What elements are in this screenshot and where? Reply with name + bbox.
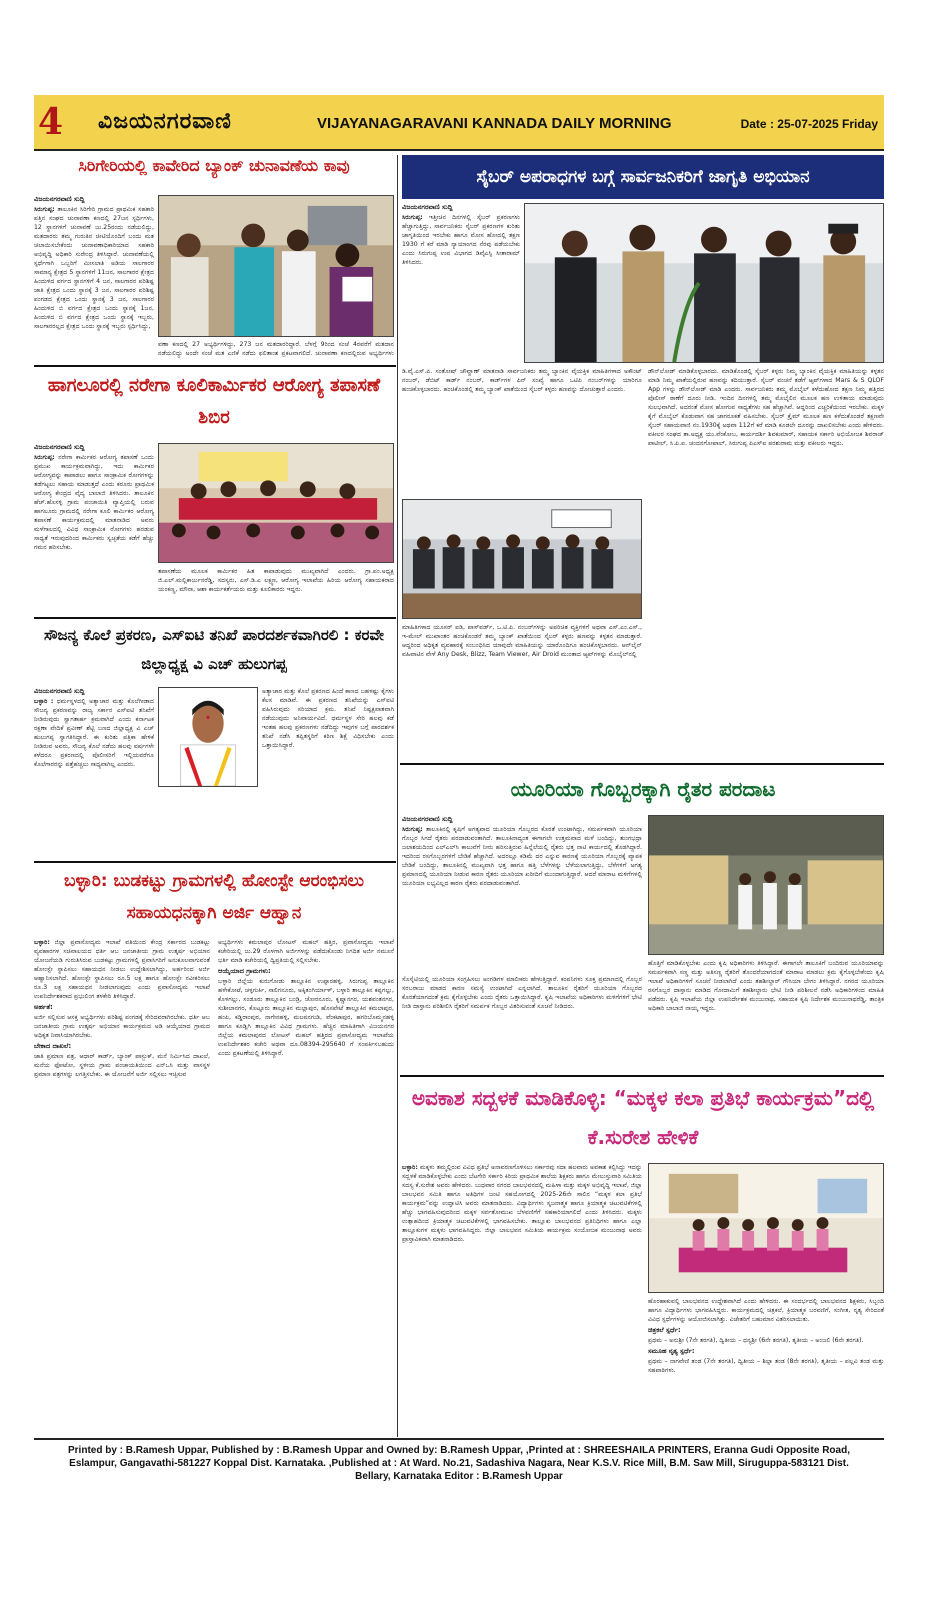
byline: ವಿಜಯನಗರವಾಣಿ ಸುದ್ದಿ: [34, 195, 85, 203]
article-homestay-col2: [218, 938, 394, 1434]
byline: ವಿಜಯನಗರವಾಣಿ ಸುದ್ದಿ: [34, 687, 85, 695]
article-text: ಪ್ರಥಮ – ನಾಗವೇಣಿ ತಂಡ (7ನೇ ತರಗತಿ), ದ್ವಿತೀಯ – ಶಿಲ್ಪಾ ತಂಡ (8ನೇ ತರಗತಿ), ತೃತೀಯ – ಪಲ್ಲವಿ ತಂಡ ಮತ್ತು ಸಹಪಾಠಿಗಳು.: [648, 1358, 884, 1374]
article-cyber-col1-bottom: [402, 623, 642, 759]
imprint-line: Eslampur, Gangavathi-581227 Koppal Dist. Karnataka. ,Published at : At Ward. No.21, Sadashiva Nagara, Near K.S.V. Rice Mill, B.M. Saw Mill, Siruguppa-583121 Dist.: [69, 1458, 849, 1469]
article-bank-election-col1: [34, 195, 154, 357]
dateline: ಸಿರುಗುಪ್ಪ:: [402, 214, 423, 221]
headline-kala-pratibhe: ಅವಕಾಶ ಸದ್ಬಳಕೆ ಮಾಡಿಕೊಳ್ಳಿ: “ಮಕ್ಕಳ ಕಲಾ ಪ್ರತಿಭೆ ಕಾರ್ಯಕ್ರಮ”ದಲ್ಲಿ ಕೆ.ಸುರೇಶ ಹೇಳಿಕೆ: [411, 1086, 875, 1149]
imprint-footer: [34, 1438, 884, 1490]
article-text: ಅಭ್ಯರ್ಥಿಗಳು ಕಮಲಾಪುರ ಲೋಟಸ್ ಮಹಲ್ ಹತ್ತಿರ, ಪ್ರವಾಸೋದ್ಯಮ ಇಲಾಖೆ ಕಚೇರಿಯಲ್ಲಿ ಜು.29 ರೊಳಗಾಗಿ ಅರ್ಜಿಗಳನ್ನು ಪಡೆದುಕೊಂಡು ನಿಗದಿತ ಅರ್ಜಿ ನಮೂನೆ ಭರ್ತಿ ಮಾಡಿ ಕಚೇರಿಯಲ್ಲಿ ದ್ವಿಪ್ರತಿಯಲ್ಲಿ ಸಲ್ಲಿಸಬೇಕು.: [218, 939, 394, 964]
section-rule: [34, 861, 396, 863]
column-divider: [397, 155, 398, 1437]
article-text: ಜಿಲ್ಲಾ ಪ್ರವಾಸೋದ್ಯಮ ಇಲಾಖೆ ವತಿಯಿಂದ ಕೇಂದ್ರ ಸರ್ಕಾರದ ಬುಡಕಟ್ಟು ವ್ಯವಹಾರಗಳ ಸಚಿವಾಲಯದ ಧರ್ತಿ ಆಬ ಜನಜಾತೀಯ ಗ್ರಾಮ ಉತ್ಕರ್ಷ ಅಭಿಯಾನ ಯೋಜನೆಯಡಿ ಗುರುತಿಸಿರುವ ಬುಡಕಟ್ಟು ಗ್ರಾಮಗಳಲ್ಲಿ ಪ್ರವಾಸಿಗರಿಗೆ ಅನುಕೂಲವಾಗುವಂತೆ ಹೋಂಸ್ಟೇ ಸ್ಥಾಪಿಸಲು ಸಹಾಯಧನ ನೀಡಲು ಉದ್ದೇಶಿಸಲಾಗಿದ್ದು, ಅರ್ಹರಿಂದ ಅರ್ಜಿ ಆಹ್ವಾನಿಸಲಾಗಿದೆ. ಹೋಂಸ್ಟೇ ಸ್ಥಾಪಿಸಲು ರೂ.5 ಲಕ್ಷ ಹಾಗೂ ಹೋಂಸ್ಟೇ ನವೀಕರಿಸಲು ರೂ.3 ಲಕ್ಷ ಸಹಾಯಧನ ನೀಡಲಾಗುವುದು ಎಂದು ಪ್ರವಾಸೋದ್ಯಮ ಇಲಾಖೆ ಉಪನಿರ್ದೇಶಕರಾದ ಪ್ರಭುಲಿಂಗ ತಳಕೇರಿ ತಿಳಿಸಿದ್ದಾರೆ.: [34, 939, 210, 1000]
article-text: ಧರ್ಮಸ್ಥಳದಲ್ಲಿ ಅತ್ಯಾಚಾರ ಮತ್ತು ಕೊಲೆಗೀಡಾದ ಸೌಜನ್ಯ ಪ್ರಕರಣವನ್ನು ರಾಜ್ಯ ಸರ್ಕಾರ ಎಸ್ಐಟಿ ತನಿಖೆಗೆ ನೀಡಿರುವುದು ಸ್ವಾಗತಾರ್ಹ ಕ್ರಮವಾಗಿದೆ ಎಂದು ಕರ್ನಾಟಕ ರಕ್ಷಣಾ ವೇದಿಕೆ ಪ್ರವೀಣ್ ಶೆಟ್ಟಿ ಬಣದ ಜಿಲ್ಲಾಧ್ಯಕ್ಷ ವಿ ಎಚ್ ಹುಲುಗಪ್ಪ ಸ್ವಾಗತಿಸಿದ್ದಾರೆ. ಈ ಕುರಿತು ಪತ್ರಿಕಾ ಹೇಳಿಕೆ ನೀಡಿರುವ ಅವರು, ಸೌಜನ್ಯ ಕೊಲೆ ನಡೆದು ಹಲವು ವರ್ಷಗಳೇ ಕಳೆದರೂ ಪ್ರಕರಣದಲ್ಲಿ ಪೊಲೀಸರಿಗೆ ಇಲ್ಲಿಯವರೆಗೂ ಕೊಲೆಗಾರರನ್ನು ಪತ್ತೆಹಚ್ಚಲು ಸಾಧ್ಯವಾಗಿಲ್ಲ ಎಂದರು.: [34, 698, 154, 768]
article-text: ಜಾತಿ ಪ್ರಮಾಣ ಪತ್ರ, ಆಧಾರ್ ಕಾರ್ಡ್, ಬ್ಯಾಂಕ್ ಪಾಸ್ಬುಕ್, ಮನೆ ನಿರ್ಮಿಸಿದ ದಾಖಲೆ, ಮನೆಯ ಫೋಟೋ, ಸ್ಥಳೀಯ ಗ್ರಾಮ ಪಂಚಾಯತಿಯಿಂದ ಎನ್ಒಸಿ ಮತ್ತು ವಾಸಸ್ಥಳ ಪ್ರಮಾಣ ಪತ್ರಗಳನ್ನು ಲಗತ್ತಿಸಬೇಕು. ಈ ಯೋಜನೆಗೆ ಅರ್ಜಿ ಸಲ್ಲಿಸಲು ಇಚ್ಛಿಸುವ: [34, 1053, 210, 1078]
dateline: ಸಿರುಗುಪ್ಪ:: [34, 454, 55, 461]
article-cyber-col1-mid: [402, 367, 642, 495]
photo-narega-health-camp: [158, 443, 394, 563]
subhead: ಸಮೂಹ ನೃತ್ಯ ಸ್ಪರ್ಧೆ:: [648, 1347, 695, 1355]
article-text: ನರೇಗಾ ಕಾರ್ಮಿಕರ ಆರೋಗ್ಯ ತಪಾಸಣೆ ಒಂದು ಪ್ರಮುಖ ಕಾರ್ಯಕ್ರಮವಾಗಿದ್ದು, ಇದು ಕಾರ್ಮಿಕರ ಆರೋಗ್ಯವನ್ನು ಕಾಪಾಡಲು ಹಾಗೂ ಸಾಂಕ್ರಾಮಿಕ ರೋಗಗಳನ್ನು ತಡೆಗಟ್ಟಲು ಸಹಾಯ ಮಾಡುತ್ತದೆ ಎಂದು ಕರೂರು ಪ್ರಾಥಮಿಕ ಆರೋಗ್ಯ ಕೇಂದ್ರದ ವೈದ್ಯ ಬಾಲಾಜಿ ತಿಳಿಸಿದರು. ತಾಲೂಕಿನ ಹೆಚ್.ಹೊಸಳ್ಳಿ ಗ್ರಾಮ ಪಂಚಾಯಿತಿ ವ್ಯಾಪ್ತಿಯಲ್ಲಿ ಬರುವ ಹಾಗಲೂರು ಗ್ರಾಮದಲ್ಲಿ ನರೇಗಾ ಕೂಲಿ ಕಾರ್ಮಿಕರ ಆರೋಗ್ಯ ತಪಾಸಣೆ ಕಾರ್ಯಕ್ರಮದಲ್ಲಿ ಮಾತನಾಡಿದ ಅವರು ಮಳೆಗಾಲದಲ್ಲಿ ವಿವಿಧ ಸಾಂಕ್ರಾಮಿಕ ರೋಗಗಳು ಹರಡುವ ಸಾಧ್ಯತೆ ಇರುವುದರಿಂದ ಕಾರ್ಮಿಕರು ಸ್ವಚ್ಛತೆಯ ಕಡೆಗೆ ಹೆಚ್ಚು ಗಮನ ಹರಿಸಬೇಕು.: [34, 454, 154, 551]
article-text: ಮಾಹಿತಿಗಳಾದ ಯೂಸರ್ ಐಡಿ, ಪಾಸ್‌ವರ್ಡ್, ಒ.ಟಿ.ಪಿ. ನಂಬರ್‌ಗಳನ್ನು ಅಪರಿಚಿತ ವ್ಯಕ್ತಿಗಳಿಗೆ ಅಥವಾ ಎಸ್.ಎಂ.ಎಸ್., ಇ-ಮೇಲ್ ಮುಖಾಂತರ ಹಂಚಿಕೊಂಡರೆ ತಮ್ಮ ಬ್ಯಾಂಕ್ ಖಾತೆಯಿಂದ ಸೈಬರ್ ಕಳ್ಳರು ಹಣವನ್ನು ಕಳ್ಳತನ ಮಾಡುತ್ತಾರೆ. ಆದ್ದರಿಂದ ಅಧಿಕೃತ ವ್ಯವಹಾರಕ್ಕೆ ಸಂಬಂಧಿಸಿದ ಯಾವುದೇ ಮಾಹಿತಿಯನ್ನು ಯಾರೊಂದಿಗೂ ಹಂಚಿಕೊಳ್ಳಬಾರದು. ಆನ್‌ಲೈನ್ ವಹಿವಾಟಿನ ವೇಳೆ Any Desk, Blizz, Team Viewer, Air Droid ಮುಂತಾದ ಆ್ಯಪ್‌ಗಳನ್ನು ಮೊಬೈಲ್‌ನಲ್ಲಿ: [402, 624, 642, 658]
byline: ವಿಜಯನಗರವಾಣಿ ಸುದ್ದಿ: [34, 443, 85, 451]
masthead-title-english: VIJAYANAGARAVANI KANNADA DAILY MORNING: [317, 115, 672, 132]
article-text: ಸೊಸೈಟಿಯಲ್ಲಿ ಯೂರಿಯಾ ಸಂಗ್ರಹಿಸಲು ಅಂಗಡಿಗಳ ಮಾಲೀಕರು ಹೇಳುತ್ತಿದ್ದಾರೆ. ಕಂಪನಿಗಳು ಸೂಕ್ತ ಪ್ರಮಾಣದಲ್ಲಿ ಗೊಬ್ಬರ ಸರಬರಾಜು ಮಾಡದ ಕಾರಣ ಸಮಸ್ಯೆ ಉಂಟಾಗಿದೆ ಎನ್ನಲಾಗಿದೆ. ತಾಲೂಕಿನ ರೈತರಿಗೆ ಯೂರಿಯಾ ಗೊಬ್ಬರದ ಕೊರತೆಯಾಗದಂತೆ ಕ್ರಮ ಕೈಗೊಳ್ಳಬೇಕು ಎಂದು ರೈತರು ಒತ್ತಾಯಿಸಿದ್ದಾರೆ. ಕೃಷಿ ಇಲಾಖೆಯ ಅಧಿಕಾರಿಗಳು ಮಳಿಗೆಗಳಿಗೆ ಭೇಟಿ ನೀಡಿ ದಾಸ್ತಾನು ಪರಿಶೀಲಿಸಿ ರೈತರಿಗೆ ಸಮರ್ಪಕ ಗೊಬ್ಬರ ವಿತರಿಸುವಂತೆ ಸೂಚನೆ ನೀಡಿದರು.: [402, 976, 642, 1010]
section-rule: [400, 1075, 884, 1077]
newspaper-page: [34, 95, 884, 1490]
article-text: ಹೊತ್ತಿಗೆ ಮಾಡಿಕೊಳ್ಳಬೇಕು ಎಂದು ಕೃಷಿ ಅಧಿಕಾರಿಗಳು ತಿಳಿಸಿದ್ದಾರೆ. ಈಗಾಗಲೇ ತಾಲೂಕಿಗೆ ಬಂದಿರುವ ಯೂರಿಯಾವನ್ನು ಸಮರ್ಪಕವಾಗಿ ಸಣ್ಣ ಮತ್ತು ಅತಿಸಣ್ಣ ರೈತರಿಗೆ ತೊಂದರೆಯಾಗದಂತೆ ಮಾರಾಟ ಮಾಡಲು ಕ್ರಮ ಕೈಗೊಳ್ಳಬೇಕೆಂದು ಕೃಷಿ ಇಲಾಖೆ ಅಧಿಕಾರಿಗಳಿಗೆ ಸೂಚನೆ ನೀಡಲಾಗಿದೆ ಎಂದು ತಹಶೀಲ್ದಾರ್ ಗೌಸಿಯಾ ಬೇಗಂ ತಿಳಿಸಿದ್ದಾರೆ. ನಗರದ ಯೂರಿಯಾ ರಸಗೊಬ್ಬರ ದಾಸ್ತಾನು ಮಾಡಿದ ಗೋದಾಮಿಗೆ ತಹಶೀಲ್ದಾರು ಭೇಟಿ ನೀಡಿ ಪರಿಶೀಲನೆ ನಡೆಸಿ ಅಧಿಕಾರಿಗಳಿಂದ ಮಾಹಿತಿ ಪಡೆದರು. ಕೃಷಿ ಇಲಾಖೆಯ ಜಿಲ್ಲಾ ಉಪನಿರ್ದೇಶಕ ಮಂಜುನಾಥ, ಸಹಾಯಕ ಕೃಷಿ ನಿರ್ದೇಶಕ ಮಂಜುನಾಥರೆಡ್ಡಿ, ತಾಂತ್ರಿಕ ಅಧಿಕಾರಿ ಬಾಬಾಜಿ ನಾಯ್ಕ ಇದ್ದರು.: [648, 960, 884, 1012]
article-text: ತಪಾಸಣೆಯ ಮೂಲಕ ಕಾರ್ಮಿಕರ ಹಿತ ಕಾಪಾಡುವುದು ಮುಖ್ಯವಾಗಿದೆ ಎಂದರು. ಗ್ರಾ.ಪಂ.ಅಧ್ಯಕ್ಷ ಜಿ.ಎಲ್.ಮಲ್ಲಿಕಾರ್ಜುನರೆಡ್ಡಿ, ಸದಸ್ಯರು, ಎಸ್.ಡಿ.ಎ ಲಕ್ಷ್ಮಣ, ಆರೋಗ್ಯ ಇಲಾಖೆಯ ಹಿರಿಯ ಆರೋಗ್ಯ ಸಹಾಯಕರಾದ ಯಂಕಣ್ಣ, ಮೌನಾ, ಆಶಾ ಕಾರ್ಯಕರ್ತೆಯರು ಮತ್ತು ಕೂಲಿಕಾರರು ಇದ್ದರು.: [158, 568, 394, 593]
headline-cyber-awareness: ಸೈಬರ್ ಅಪರಾಧಗಳ ಬಗ್ಗೆ ಸಾರ್ವಜನಿಕರಿಗೆ ಜಾಗೃತಿ ಅಭಿಯಾನ: [402, 155, 884, 199]
article-bank-election-col2: [158, 340, 394, 358]
headline-urea: ಯೂರಿಯಾ ಗೊಬ್ಬರಕ್ಕಾಗಿ ರೈತರ ಪರದಾಟ: [510, 777, 776, 801]
subhead: ಅರ್ಹತೆ:: [34, 1003, 53, 1011]
byline: ವಿಜಯನಗರವಾಣಿ ಸುದ್ದಿ: [402, 203, 453, 211]
article-text: ಡೌನ್‌ಲೋಡ್ ಮಾಡಿಕೊಳ್ಳಬಾರದು. ಮಾಡಿಕೊಂಡಲ್ಲಿ ಸೈಬರ್ ಕಳ್ಳರು ನಿಮ್ಮ ಬ್ಯಾಂಕಿನ ವೈಯಕ್ತಿಕ ಮಾಹಿತಿಯನ್ನು ಕಳ್ಳತನ ಮಾಡಿ ನಿಮ್ಮ ಖಾತೆಯಲ್ಲಿರುವ ಹಣವನ್ನು ಕದಿಯುತ್ತಾರೆ. ಸೈಬರ್ ವಂಚನೆ ತಡೆಗೆ ಆ್ಯಪ್‌ಗಳಾದ Mars & S QLOF App ಗಳನ್ನು ಡೌನ್‌ಲೋಡ್ ಮಾಡಿ ಎಂದರು. ಸಾರ್ವಜನಿಕರು ತಮ್ಮ ಮೊಬೈಲ್ ಕಳೆದುಹೋದ ತಕ್ಷಣ ನಿಮ್ಮ ಹತ್ತಿರದ ಪೊಲೀಸ್ ಠಾಣೆಗೆ ದೂರು ನೀಡಿ. ಇಂದಿನ ದಿನಗಳಲ್ಲಿ ತಮ್ಮ ಮೊಬೈಲಿನ ಮೂಲಕ ಹಣ ಉಳಿತಾಯ ಮಾಡುವುದು ಸುಲಭವಾಗಿದೆ. ಅದರಂತೆ ಮೋಸ ಹೋಗುವ ಸಾಧ್ಯತೆಗಳು ಸಹ ಹೆಚ್ಚಾಗಿವೆ. ಆದ್ದರಿಂದ ಎಚ್ಚರಿಕೆಯಿಂದ ಇರಬೇಕು. ಮಕ್ಕಳ ಕೈಗೆ ಮೊಬೈಲ್ ಕೊಡುವಾಗ ಸಹ ಜಾಗರೂಕತೆ ವಹಿಸಬೇಕು. ಸೈಬರ್ ಕ್ರೈಮ್ ಮೂಲಕ ಹಣ ಕಳೆದುಕೊಂಡರೆ ತಕ್ಷಣವೇ ಸೈಬರ್ ಸಹಾಯವಾಣಿ ನಂ.1930ಕ್ಕೆ ಅಥವಾ 112ಗೆ ಕರೆ ಮಾಡಿ ಕೂಡಲೇ ದೂರನ್ನು ದಾಖಲಿಸಬೇಕು ಎಂದು ಹೇಳಿದರು. ವಕೀಲರ ಸಂಘದ ತಾ.ಅಧ್ಯಕ್ಷ ಯು.ವೆಂಕೋಬ, ಕಾರ್ಯದರ್ಶಿ ಶಿವಕುಮಾರ್, ಸಹಾಯಕ ಸರ್ಕಾರಿ ಅಭಿಯೋಜಕ ಶಿವರಾಜ್ ಪಾಟೀಲ್, ಸಿ.ಪಿ.ಐ. ಚಂದನಗೋಪಾಲ್, ಸಿರುಗುಪ್ಪ ಪಿಎಸ್ಐ ಪರಶುರಾಮ ಮತ್ತು ವಕೀಲರು ಇದ್ದರು.: [648, 368, 884, 447]
dateline: ಸಿರುಗುಪ್ಪ:: [34, 206, 55, 213]
photo-urea-godown: [648, 815, 884, 955]
article-kala-col2: [648, 1297, 884, 1435]
article-karave-col2: [262, 687, 394, 857]
masthead-title-kannada: ವಿಜಯನಗರವಾಣಿ: [98, 109, 232, 134]
article-urea-col2: [648, 959, 884, 1071]
imprint-line: Bellary, Karnataka Editor : B.Ramesh Uppar: [355, 1471, 563, 1482]
article-text: ಡಿ.ವೈ.ಎಸ್.ಪಿ. ಸಂತೋಷ್ ಚೌವ್ಹಾಣ್ ಮಾತನಾಡಿ ಸಾರ್ವಜನಿಕರು ತಮ್ಮ ಬ್ಯಾಂಕಿನ ವೈಯಕ್ತಿಕ ಮಾಹಿತಿಗಳಾದ ಅಕೌಂಟ್ ನಂಬರ್, ಡೆಬಿಟ್ ಕಾರ್ಡ್ ನಂಬರ್, ಕಾರ್ಡ್‌ಗಳ ಪಿನ್ ಸಂಖ್ಯೆ ಹಾಗೂ ಒಟಿಪಿ ನಂಬರ್‌ಗಳನ್ನು ಯಾರಿಗೂ ಹಂಚಿಕೊಳ್ಳಬಾರದು. ಹಂಚಿಕೊಂಡಲ್ಲಿ ತಮ್ಮ ಬ್ಯಾಂಕ್ ಖಾತೆಯಿಂದ ಸೈಬರ್ ಕಳ್ಳರು ಹಣವನ್ನು ದೋಚುತ್ತಾರೆ ಎಂದರು.: [402, 368, 642, 393]
headline-bank-election: ಸಿರಿಗೇರಿಯಲ್ಲಿ ಕಾವೇರಿದ ಬ್ಯಾಂಕ್ ಚುನಾವಣೆಯ ಕಾವು: [78, 156, 350, 175]
article-karave-col1: [34, 687, 154, 857]
article-kala-col1: [402, 1163, 642, 1435]
masthead: [34, 95, 884, 151]
article-text: ಅರ್ಜಿ ಸಲ್ಲಿಸುವ ಆಸಕ್ತ ಅಭ್ಯರ್ಥಿಗಳು ಪರಿಶಿಷ್ಟ ಪಂಗಡಕ್ಕೆ ಸೇರಿದವರಾಗಿರಬೇಕು. ಧರ್ತಿ ಆಬ ಜನಜಾತೀಯ ಗ್ರಾಮ ಉತ್ಕರ್ಷ ಅಭಿಯಾನ ಕಾರ್ಯಕ್ರಮದ ಅಡಿ ಆಯ್ಕೆಯಾದ ಗ್ರಾಮದ ಅಧಿಕೃತ ನಿವಾಸಿಯಾಗಿರಬೇಕು.: [34, 1014, 210, 1039]
article-text: ಅತ್ಯಾಚಾರ ಮತ್ತು ಕೊಲೆ ಪ್ರಕರಣದ ಹಿಂದೆ ಕಾಣದ ಬಹಳಷ್ಟು ಕೈಗಳು ಕೆಲಸ ಮಾಡಿವೆ. ಈ ಪ್ರಕರಣದ ತನಿಖೆಯನ್ನು ಎಸ್ಐಟಿ ವಹಿಸಿರುವುದು ಸರಿಯಾದ ಕ್ರಮ. ತನಿಖೆ ನಿಷ್ಪಕ್ಷಪಾತವಾಗಿ ನಡೆಯುವುದು ಅನಿವಾರ್ಯವಿದೆ. ಧರ್ಮಸ್ಥಳ ಸೇರಿ ಹಲವು ಕಡೆ ಇಂತಹ ಹಲವು ಪ್ರಕರಣಗಳು ನಡೆದಿದ್ದು ಇವುಗಳ ಬಗ್ಗೆ ಪಾರದರ್ಶಕ ತನಿಖೆ ನಡೆಸಿ ತಪ್ಪಿತಸ್ಥರಿಗೆ ಕಠಿಣ ಶಿಕ್ಷೆ ವಿಧಿಸಬೇಕು ಎಂದು ಒತ್ತಾಯಿಸಿದ್ದಾರೆ.: [262, 688, 394, 749]
article-cyber-col2: [648, 367, 884, 759]
headline-karave: ಸೌಜನ್ಯ ಕೊಲೆ ಪ್ರಕರಣ, ಎಸ್ಐಟಿ ತನಿಖೆ ಪಾರದರ್ಶಕವಾಗಿರಲಿ : ಕರವೇ ಜಿಲ್ಲಾಧ್ಯಕ್ಷ ವಿ ಎಚ್ ಹುಲುಗಪ್ಪ: [43, 626, 385, 673]
article-narega-col2: [158, 567, 394, 613]
photo-bank-election: [158, 195, 394, 337]
byline: ವಿಜಯನಗರವಾಣಿ ಸುದ್ದಿ: [402, 815, 453, 823]
article-text: ತಾಲೂಕಿನಲ್ಲಿ ಕೃಷಿಗೆ ಅಗತ್ಯವಾದ ಯೂರಿಯಾ ಗೊಬ್ಬರದ ಕೊರತೆ ಉಂಟಾಗಿದ್ದು, ಸಮರ್ಪಕವಾಗಿ ಯೂರಿಯಾ ಗೊಬ್ಬರ ಸಿಗದೆ ರೈತರು ಪರದಾಡುವಂತಾಗಿದೆ. ತಾಲೂಕಿನಾದ್ಯಂತ ಈಗಾಗಲೇ ಉತ್ತಮವಾದ ಮಳೆ ಬಂದಿದ್ದು, ತುಂಗಭದ್ರಾ ಜಲಾಶಯದಿಂದ ಎಲ್ಎಲ್‌ಸಿ ಕಾಲುವೆಗೆ ನೀರು ಹರಿಸುತ್ತಿರುವ ಹಿನ್ನೆಲೆಯಲ್ಲಿ ರೈತರು ಭತ್ತ ನಾಟಿ ಕಾರ್ಯದಲ್ಲಿ ತೊಡಗಿದ್ದಾರೆ. ಇದರಿಂದ ರಸಗೊಬ್ಬರಗಳಿಗೆ ಬೇಡಿಕೆ ಹೆಚ್ಚಾಗಿದೆ. ಅದರಲ್ಲೂ ಕಡಿಮೆ ದರ ಎನ್ನುವ ಕಾರಣಕ್ಕೆ ಯೂರಿಯಾ ಗೊಬ್ಬರಕ್ಕೆ ವ್ಯಾಪಕ ಬೇಡಿಕೆ ಬಂದಿದ್ದು, ತಾಲೂಕಿನಲ್ಲಿ ಮುಖ್ಯವಾಗಿ ಭತ್ತ ಹಾಗೂ ಹತ್ತಿ ಬೆಳೆಗಳನ್ನು ಬೆಳೆಯಲಾಗುತ್ತಿದ್ದು, ಬೆಳೆಗಳಿಗೆ ಅಗತ್ಯ ಪ್ರಮಾಣದಲ್ಲಿ ಯೂರಿಯಾ ನೀಡುವ ಕಾರಣ ರೈತರು ಯೂರಿಯಾ ಖರೀದಿಗೆ ಮುಂದಾಗುತ್ತಿದ್ದಾರೆ. ಆದರೆ ಮಾರಾಟ ಮಳಿಗೆಗಳಲ್ಲಿ ಯೂರಿಯಾ ಲಭ್ಯವಿಲ್ಲದ ಕಾರಣ ರೈತರು ಪರದಾಡುವಂತಾಗಿದೆ.: [402, 826, 642, 887]
article-narega-col1: [34, 443, 154, 613]
dateline: ಬಳ್ಳಾರಿ:: [402, 1164, 418, 1171]
dateline: ಬಳ್ಳಾರಿ :: [34, 698, 54, 705]
article-text: ಬಳ್ಳಾರಿ ಜಿಲ್ಲೆಯ ಕುರುಗೋಡು ತಾಲ್ಲೂಕಿನ ಉಪ್ಪಾರಹಳ್ಳಿ, ಸಿರುಗುಪ್ಪ ತಾಲ್ಲೂಕಿನ ಹಳೇಕೋಟೆ, ಚಳ್ಳಗುರ್ಕಿ, ಸಾಲಿಗನೂರು, ಅಕ್ಕಿತಂಗಿರ್ಯಾಳ್, ಬಳ್ಳಾರಿ ತಾಲ್ಲೂಕಿನ ಕಪ್ಪಗಲ್ಲು, ಕೊಳಗಲ್ಲು, ಸಂಡೂರು ತಾಲ್ಲೂಕಿನ ಬಂಡ್ರಿ, ಚೋರನೂರು, ಕೃಷ್ಣಾನಗರ, ಯಶವಂತನಗರ, ಸುಶೀಲಾನಗರ, ಕೊಟ್ಟೂರು ತಾಲ್ಲೂಕಿನ ಮಲ್ಲಾಪುರ, ಹೊಸಪೇಟೆ ತಾಲ್ಲೂಕಿನ ಕಮಲಾಪುರ, ಹಂಪಿ, ಕಡ್ಡಿರಾಂಪುರ, ನಾಗೇನಹಳ್ಳಿ, ಮಲಪನಗುಡಿ, ವೆಂಕಟಾಪುರ, ಹಗರಿಬೊಮ್ಮನಹಳ್ಳಿ ಹಾಗೂ ಕೂಡ್ಲಿಗಿ ತಾಲ್ಲೂಕಿನ ವಿವಿಧ ಗ್ರಾಮಗಳು. ಹೆಚ್ಚಿನ ಮಾಹಿತಿಗಾಗಿ ವಿಜಯನಗರ ಜಿಲ್ಲೆಯ ಕಮಲಾಪುರದ ಲೋಟಸ್ ಮಹಲ್ ಹತ್ತಿರದ ಪ್ರವಾಸೋದ್ಯಮ ಇಲಾಖೆಯ ಉಪನಿರ್ದೇಶಕರ ಕಚೇರಿ ಅಥವಾ ದೂ.08394-295640 ಗೆ ಸಂಪರ್ಕಿಸಬಹುದು ಎಂದು ಪ್ರಕಟಣೆಯಲ್ಲಿ ತಿಳಿಸಿದ್ದಾರೆ.: [218, 978, 394, 1057]
page-number: 4: [38, 101, 64, 143]
article-homestay-col1: [34, 938, 210, 1434]
article-text: ಪ್ರಥಮ – ಅನುಶ್ರೀ (7ನೇ ತರಗತಿ), ದ್ವಿತೀಯ – ಧನ್ಯಶ್ರೀ (6ನೇ ತರಗತಿ), ತೃತೀಯ – ಅಂಜಲಿ (6ನೇ ತರಗತಿ).: [648, 1337, 864, 1344]
section-rule: [400, 763, 884, 765]
article-text: ಮಕ್ಕಳು ತಮ್ಮಲ್ಲಿರುವ ವಿವಿಧ ಪ್ರತಿಭೆ ಅನಾವರಣಗೊಳಿಸಲು ಸರ್ಕಾರವು ಸದಾ ಹಲವಾರು ಅವಕಾಶ ಕಲ್ಪಿಸಿದ್ದು ಇದನ್ನು ಸದ್ಬಳಕೆ ಮಾಡಿಕೊಳ್ಳಬೇಕು ಎಂದು ಬೆಟಗೇರಿ ಸರ್ಕಾರಿ ಕಿರಿಯ ಪ್ರಾಥಮಿಕ ಶಾಲೆಯ ಶಿಕ್ಷಕರು ಹಾಗೂ ಮೇಲುಸ್ತುವಾರಿ ಸಮಿತಿಯ ಸದಸ್ಯ ಕೆ.ಸುರೇಶ ಅವರು ಹೇಳಿದರು. ಬುಧವಾರ ನಗರದ ಬಾಲಭವನದಲ್ಲಿ ಮಹಿಳಾ ಮತ್ತು ಮಕ್ಕಳ ಅಭಿವೃದ್ಧಿ ಇಲಾಖೆ, ಜಿಲ್ಲಾ ಬಾಲಭವನ ಸಮಿತಿ ಹಾಗೂ ಅತಿಥಿಗಳ ಜಂಟಿ ಸಹಯೋಗದಲ್ಲಿ 2025-26ನೇ ಸಾಲಿನ “ಮಕ್ಕಳ ಕಲಾ ಪ್ರತಿಭೆ ಕಾರ್ಯಕ್ರಮ”ವನ್ನು ಉದ್ಘಾಟಿಸಿ ಅವರು ಮಾತನಾಡಿದರು. ವಿದ್ಯಾರ್ಥಿಗಳು ಸೃಜನಾತ್ಮಕ ಹಾಗೂ ಕ್ರಿಯಾತ್ಮಕ ಚಟುವಟಿಕೆಗಳಲ್ಲಿ ಹೆಚ್ಚು ಭಾಗವಹಿಸುವುದರಿಂದ ಮಕ್ಕಳ ಸರ್ವತೋಮುಖ ಬೆಳವಣಿಗೆಗೆ ಸಹಕಾರಿಯಾಗಲಿದೆ ಎಂದು ತಿಳಿಸಿದರು. ಮಕ್ಕಳು ಉತ್ಸಾಹದಿಂದ ಕ್ರಿಯಾತ್ಮಕ ಚಟುವಟಿಕೆಗಳಲ್ಲಿ ಭಾಗವಹಿಸಬೇಕು. ತಾಲ್ಲೂಕು ಬಾಲಭವನದ ಪ್ರತಿನಿಧಿಗಳು ಹಾಗೂ ಎಲ್ಲಾ ತಾಲ್ಲೂಕುಗಳ ಮಕ್ಕಳು ಭಾಗವಹಿಸಿದ್ದರು. ಜಿಲ್ಲಾ ಬಾಲಭವನ ಸಮಿತಿಯ ಕಾರ್ಯಕ್ರಮ ಸಂಯೋಜಕ ಮಂಜುನಾಥ ಅವರು ಪ್ರಾಸ್ತಾವಿಕವಾಗಿ ಮಾತನಾಡಿದರು.: [402, 1164, 642, 1243]
photo-cyber-audience: [402, 499, 642, 619]
dateline: ಬಳ್ಳಾರಿ:: [34, 939, 50, 946]
subhead: ಬೇಕಾದ ದಾಖಲೆ:: [34, 1042, 72, 1050]
article-text: ತಾಲೂಕಿನ ಸಿರಿಗೇರಿ ಗ್ರಾಮದ ಪ್ರಾಥಮಿಕ ಸಹಕಾರಿ ಪತ್ತಿನ ಸಂಘದ ಚುನಾವಣಾ ಕಣದಲ್ಲಿ 27ಜನ ಸ್ಪರ್ಧಿಗಳು, 12 ಸ್ಥಾನಗಳಿಗೆ ಚುನಾವಣೆ ಜು.25ರಂದು ನಡೆಯಲಿದ್ದು, ಮತದಾರರು ತಮ್ಮ ಗುರುತಿನ ಚೀಟಿಯೊಂದಿಗೆ ಬಂದು ಮತ ಚಲಾಯಿಸಬೇಕೆಂದು ಚುನಾವಣಾಧಿಕಾರಿಯಾದ ಸಹಕಾರಿ ಅಭಿವೃದ್ಧಿ ಅಧಿಕಾರಿ ಸುರೇಂದ್ರ ತಿಳಿಸಿದ್ದಾರೆ. ಚುನಾವಣೆಯಲ್ಲಿ ಸ್ಪರ್ಧೆಗಾಗಿ ಒಬ್ಬರಿಗೆ ಮೀಸಲಾತಿ ಅಡಿಯ ಸಾಲಗಾರರ ಸಾಮಾನ್ಯ ಕ್ಷೇತ್ರದ 5 ಸ್ಥಾನಗಳಿಗೆ 11ಜನ, ಸಾಲಗಾರರ ಕ್ಷೇತ್ರದ ಹಿಂದುಳಿದ ವರ್ಗದ ಸ್ಥಾನಗಳಿಗೆ 4 ಜನ, ಸಾಲಗಾರರ ಪರಿಶಿಷ್ಟ ಜಾತಿ ಕ್ಷೇತ್ರದ ಒಂದು ಸ್ಥಾನಕ್ಕೆ 3 ಜನ, ಸಾಲಗಾರರ ಪರಿಶಿಷ್ಟ ಪಂಗಡದ ಕ್ಷೇತ್ರದ ಒಂದು ಸ್ಥಾನಕ್ಕೆ 3 ಜನ, ಸಾಲಗಾರರ ಹಿಂದುಳಿದ ಬಿ ವರ್ಗದ ಕ್ಷೇತ್ರದ ಒಂದು ಸ್ಥಾನಕ್ಕೆ 1ಜನ, ಹಿಂದುಳಿದ ಬಿ ವರ್ಗದ ಕ್ಷೇತ್ರದ ಒಂದು ಸ್ಥಾನಕ್ಕೆ ಇಬ್ಬರು, ಸಾಲಗಾರರಲ್ಲದ ಕ್ಷೇತ್ರದ ಒಂದು ಸ್ಥಾನಕ್ಕೆ ಇಬ್ಬರು ಸ್ಪರ್ಧಿಸಿದ್ದು,: [34, 206, 154, 330]
headline-narega-health: ಹಾಗಲೂರಲ್ಲಿ ನರೇಗಾ ಕೂಲಿಕಾರ್ಮಿಕರ ಆರೋಗ್ಯ ತಪಾಸಣೆ ಶಿಬಿರ: [47, 375, 381, 428]
article-text: ವಣಾ ಕಣದಲ್ಲಿ 27 ಅಭ್ಯರ್ಥಿಗಳಿದ್ದು, 273 ಜನ ಮತದಾರರಿದ್ದಾರೆ. ಬೆಳಗ್ಗೆ 9ರಿಂದ ಸಂಜೆ 4ರವರೆಗೆ ಮತದಾನ ನಡೆಯಲಿದ್ದು ಅಂದೇ ಸಂಜೆ ಮತ ಎಣಿಕೆ ನಡೆದು ಫಲಿತಾಂಶ ಪ್ರಕಟವಾಗಲಿದೆ. ಚುನಾವಣಾ ಕಣದಲ್ಲಿರುವ ಅಭ್ಯರ್ಥಿಗಳು: [158, 341, 394, 357]
subhead: ಚಿತ್ರಕಲೆ ಸ್ಪರ್ಧೆ:: [648, 1326, 681, 1334]
photo-hulugappa-portrait: [158, 687, 258, 787]
section-rule: [34, 617, 396, 619]
dateline: ಸಿರುಗುಪ್ಪ:: [402, 826, 423, 833]
section-rule: [34, 365, 396, 367]
article-text: ಹೊರಹಾಕುವಲ್ಲಿ ಬಾಲಭವನದ ಉದ್ದೇಶವಾಗಿದೆ ಎಂದು ಹೇಳಿದರು. ಈ ಸಂದರ್ಭದಲ್ಲಿ ಬಾಲಭವನದ ಶಿಕ್ಷಕರು, ಸಿಬ್ಬಂದಿ ಹಾಗೂ ವಿದ್ಯಾರ್ಥಿಗಳು ಭಾಗವಹಿಸಿದ್ದರು. ಕಾರ್ಯಕ್ರಮದಲ್ಲಿ ಚಿತ್ರಕಲೆ, ಕ್ರಿಯಾತ್ಮಕ ಬರವಣಿಗೆ, ಸಂಗೀತ, ನೃತ್ಯ ಸೇರಿದಂತೆ ವಿವಿಧ ಸ್ಪರ್ಧೆಗಳನ್ನು ಆಯೋಜಿಸಲಾಗಿತ್ತು. ವಿಜೇತರಿಗೆ ಬಹುಮಾನ ವಿತರಿಸಲಾಯಿತು.: [648, 1298, 884, 1323]
masthead-date: Date : 25-07-2025 Friday: [740, 117, 878, 131]
article-urea-col1-bottom: [402, 975, 642, 1071]
article-cyber-col1-top: [402, 203, 520, 363]
imprint-line: Printed by : B.Ramesh Uppar, Published by : B.Ramesh Uppar and Owned by: B.Ramesh Uppar, ,Printed at : SHREESHAILA PRINTERS, Eranna Gudi Opposite Road,: [68, 1445, 850, 1456]
article-text: ಇತ್ತೀಚಿನ ದಿನಗಳಲ್ಲಿ ಸೈಬರ್ ಪ್ರಕರಣಗಳು ಹೆಚ್ಚಾಗುತ್ತಿದ್ದು, ಸಾರ್ವಜನಿಕರು ಸೈಬರ್ ಪ್ರಕರಣಗಳ ಕುರಿತು ಜಾಗೃತಿಯಿಂದ ಇರಬೇಕು ಹಾಗೂ ಮೋಸ ಹೋದಲ್ಲಿ ತಕ್ಷಣ 1930 ಗೆ ಕರೆ ಮಾಡಿ ನ್ಯಾಯಾಂಗದ ನೆರವು ಪಡೆಯಬೇಕು ಎಂದು ಸಿರುಗುಪ್ಪ ಉಪ ವಿಭಾಗದ ಡಿವೈಎಸ್ಪಿ ಸೀತಾರಾಮ್ ತಿಳಿಸಿದರು.: [402, 214, 520, 266]
subhead: ಆಯ್ಕೆಯಾದ ಗ್ರಾಮಗಳು:: [218, 967, 271, 975]
photo-kala-event: [648, 1163, 884, 1293]
headline-ballari-homestay: ಬಳ್ಳಾರಿ: ಬುಡಕಟ್ಟು ಗ್ರಾಮಗಳಲ್ಲಿ ಹೋಂಸ್ಟೇ ಆರಂಭಿಸಲು ಸಹಾಯಧನಕ್ಕಾಗಿ ಅರ್ಜಿ ಆಹ್ವಾನ: [64, 871, 364, 923]
photo-cyber-inauguration: [524, 203, 884, 363]
